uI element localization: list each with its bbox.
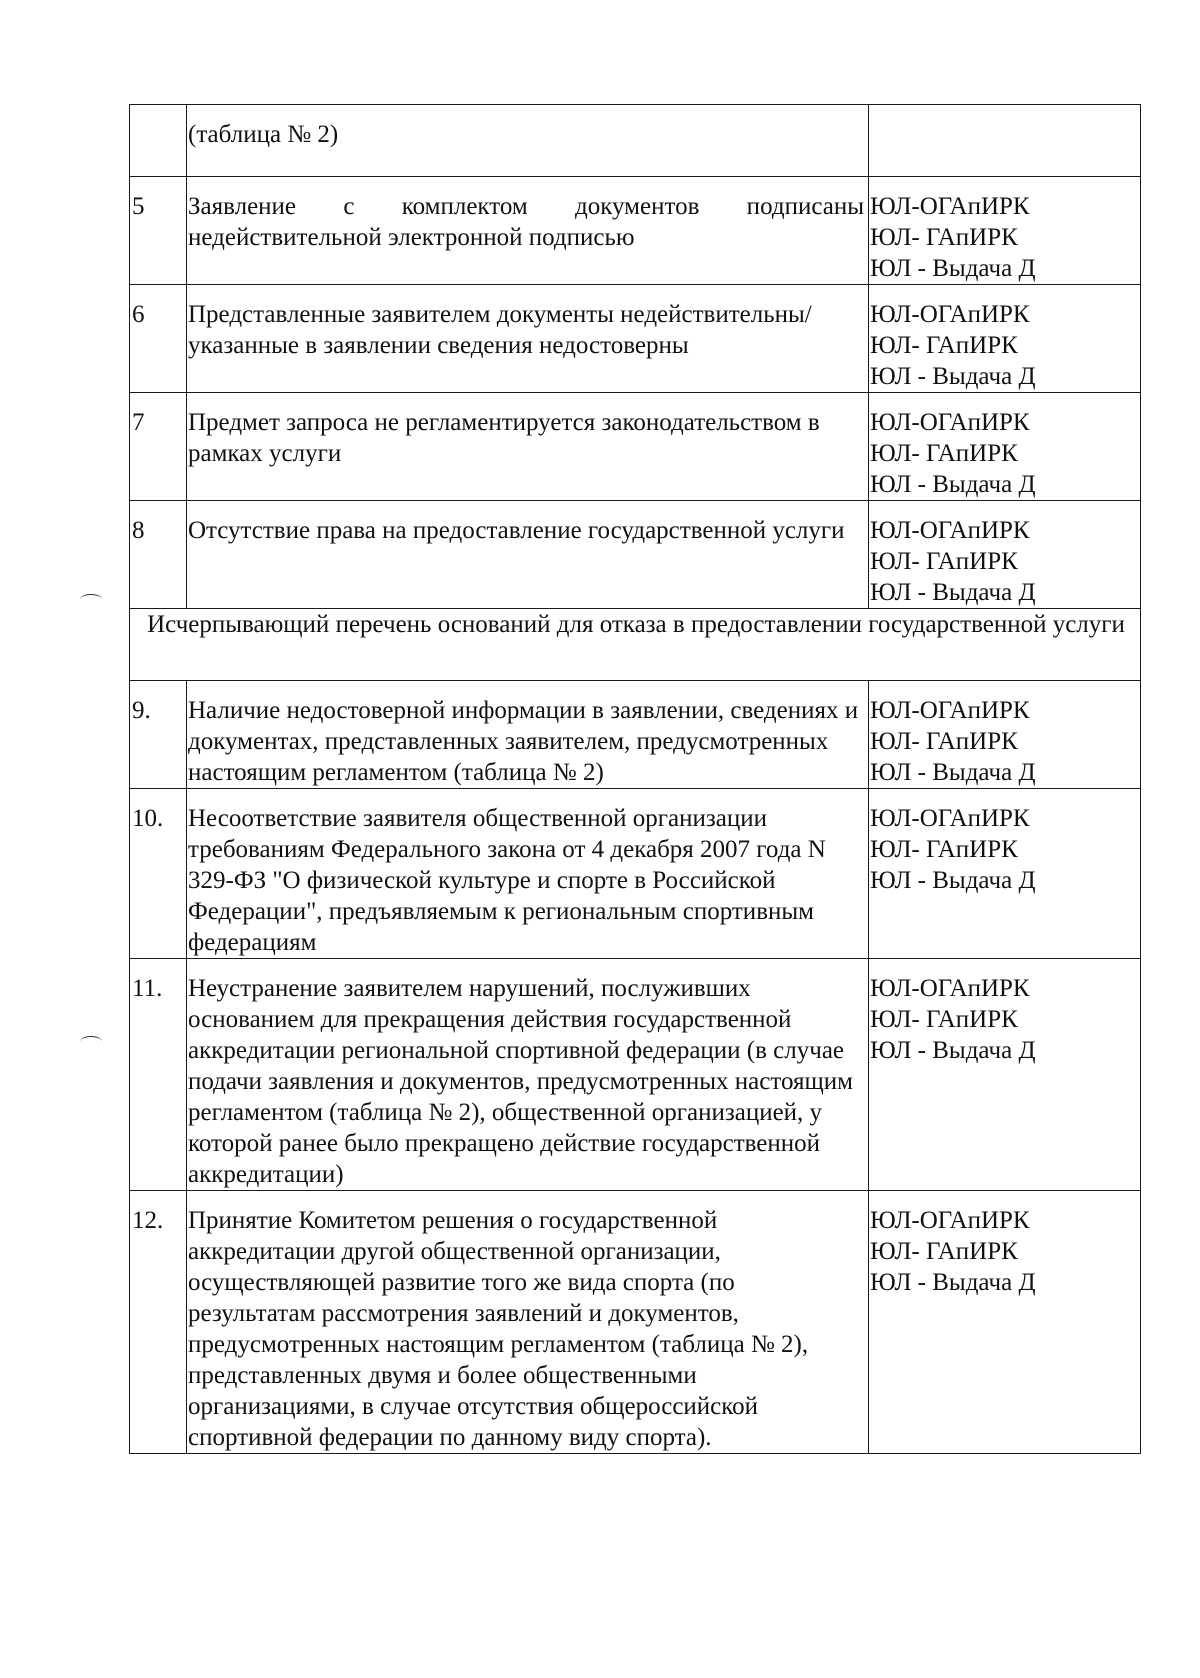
row-reason: Предмет запроса не регламентируется законодательством в рамках услуги — [187, 393, 869, 501]
row-number: 5 — [130, 177, 187, 285]
row-codes — [869, 177, 1141, 285]
row-number: 8 — [130, 501, 187, 609]
row-reason: Заявление с комплектом документов подписаны недействительной электронной подписью — [187, 177, 869, 285]
agency-code: ЮЛ - Выдача Д — [870, 579, 1036, 606]
row-reason: Несоответствие заявителя общественной организации требованиям Федерального закона от 4 декабря 2007 года N 329-ФЗ "О физической культуре и спорте в Российской Федерации", предъявляемым к региональным спортивным федерациям — [187, 789, 869, 959]
row-number: 9. — [130, 681, 187, 789]
section-row — [130, 609, 1141, 681]
agency-code: ЮЛ - Выдача Д — [870, 759, 1036, 786]
agency-code: ЮЛ - Выдача Д — [870, 1037, 1036, 1064]
rows-group-a — [130, 177, 1141, 609]
table-row — [130, 105, 1141, 177]
row-reason: Отсутствие права на предоставление государственной услуги — [187, 501, 869, 609]
agency-code: ЮЛ- ГАпИРК — [870, 836, 1018, 863]
rows-group-b — [130, 681, 1141, 1454]
row-codes — [869, 501, 1141, 609]
table-row — [130, 789, 1141, 959]
table-row — [130, 285, 1141, 393]
agency-code: ЮЛ- ГАпИРК — [870, 728, 1018, 755]
row-codes — [869, 1191, 1141, 1454]
row-number: 6 — [130, 285, 187, 393]
agency-code: ЮЛ-ОГАпИРК — [870, 975, 1030, 1002]
row-codes — [869, 959, 1141, 1191]
row-codes — [869, 789, 1141, 959]
agency-code: ЮЛ-ОГАпИРК — [870, 409, 1030, 436]
agency-code: ЮЛ-ОГАпИРК — [870, 805, 1030, 832]
grounds-table — [129, 104, 1141, 1454]
agency-code: ЮЛ - Выдача Д — [870, 867, 1036, 894]
agency-code: ЮЛ-ОГАпИРК — [870, 1207, 1030, 1234]
table-row — [130, 177, 1141, 285]
agency-code: ЮЛ - Выдача Д — [870, 471, 1036, 498]
row-codes — [869, 681, 1141, 789]
row-codes — [869, 393, 1141, 501]
row-codes — [869, 285, 1141, 393]
row-reason: Неустранение заявителем нарушений, послуживших основанием для прекращения действия государственной аккредитации региональной спортивной федерации (в случае подачи заявления и документов, предусмотренных настоящим регламентом (таблица № 2), общественной организацией, у которой ранее было прекращено действие государственной аккредитации) — [187, 959, 869, 1191]
agency-code: ЮЛ - Выдача Д — [870, 255, 1036, 282]
agency-code: ЮЛ- ГАпИРК — [870, 224, 1018, 251]
margin-mark — [80, 594, 102, 605]
row-reason: Наличие недостоверной информации в заявлении, сведениях и документах, представленных заявителем, предусмотренных настоящим регламентом (таблица № 2) — [187, 681, 869, 789]
row-number: 7 — [130, 393, 187, 501]
row-number — [130, 105, 187, 177]
row-codes — [869, 105, 1141, 177]
agency-code: ЮЛ-ОГАпИРК — [870, 517, 1030, 544]
agency-code: ЮЛ- ГАпИРК — [870, 1006, 1018, 1033]
agency-code: ЮЛ- ГАпИРК — [870, 1238, 1018, 1265]
margin-mark — [80, 1036, 102, 1047]
table-row — [130, 959, 1141, 1191]
agency-code: ЮЛ- ГАпИРК — [870, 332, 1018, 359]
row-number: 10. — [130, 789, 187, 959]
agency-code: ЮЛ - Выдача Д — [870, 363, 1036, 390]
section-heading: Исчерпывающий перечень оснований для отказа в предоставлении государственной услуги — [130, 609, 1141, 681]
row-number: 11. — [130, 959, 187, 1191]
table-row — [130, 681, 1141, 789]
row-number: 12. — [130, 1191, 187, 1454]
row-reason: Принятие Комитетом решения о государственной аккредитации другой общественной организации, осуществляющей развитие того же вида спорта (по результатам рассмотрения заявлений и документов, предусмотренных настоящим регламентом (таблица № 2), представленных двумя и более общественными организациями, в случае отсутствия общероссийской спортивной федерации по данному виду спорта). — [187, 1191, 869, 1454]
agency-code: ЮЛ- ГАпИРК — [870, 440, 1018, 467]
table-row — [130, 1191, 1141, 1454]
table-row — [130, 501, 1141, 609]
agency-code: ЮЛ- ГАпИРК — [870, 548, 1018, 575]
table-row — [130, 393, 1141, 501]
row-reason: (таблица № 2) — [187, 105, 869, 177]
agency-code: ЮЛ-ОГАпИРК — [870, 193, 1030, 220]
agency-code: ЮЛ - Выдача Д — [870, 1269, 1036, 1296]
agency-code: ЮЛ-ОГАпИРК — [870, 301, 1030, 328]
row-reason: Представленные заявителем документы недействительны/указанные в заявлении сведения недостоверны — [187, 285, 869, 393]
agency-code: ЮЛ-ОГАпИРК — [870, 697, 1030, 724]
